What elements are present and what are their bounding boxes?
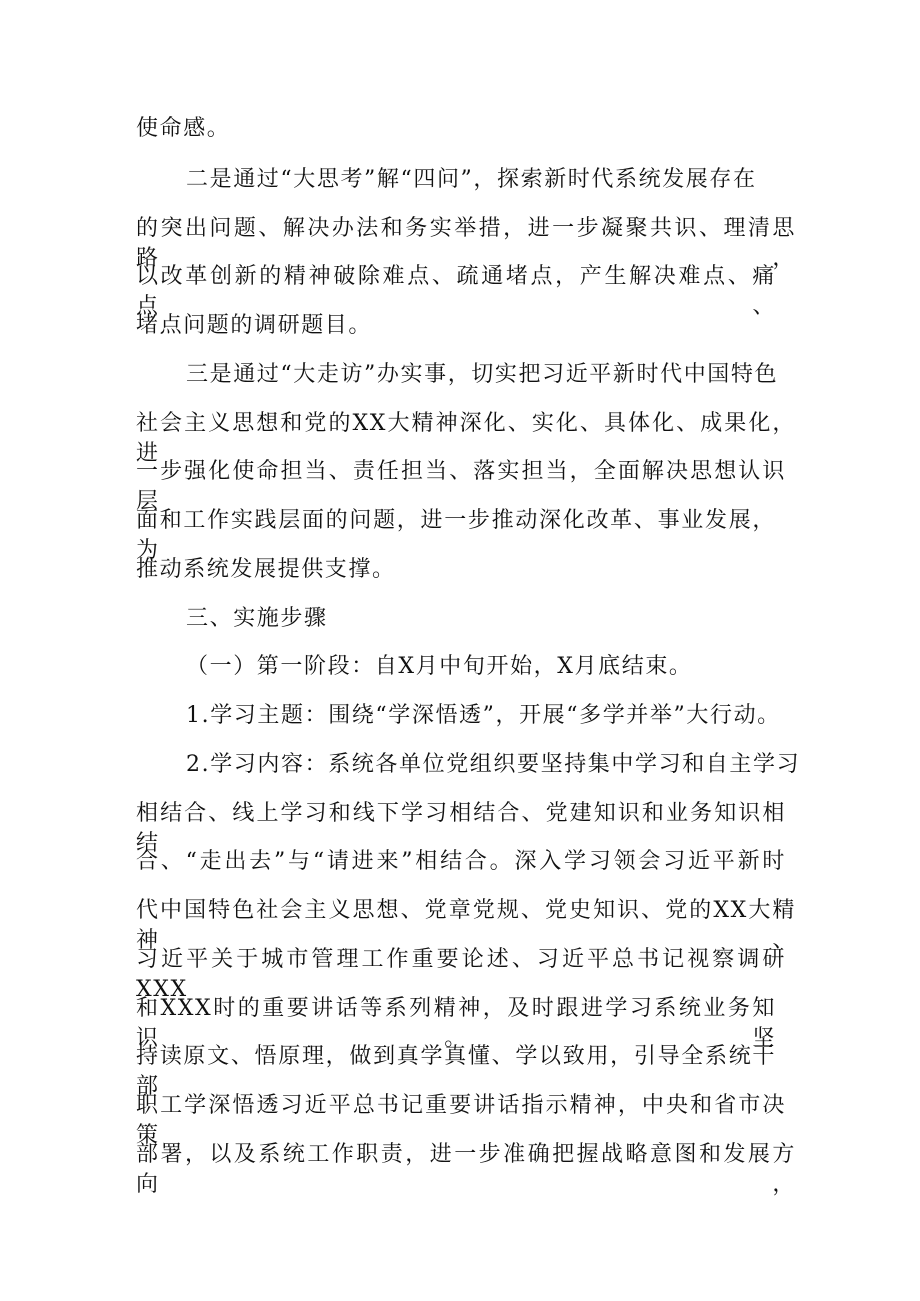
paragraph-line: 的突出问题、解决办法和务实举措，进一步凝聚共识、理清思路， [136,216,796,271]
paragraph-line: 以改革创新的精神破除难点、疏通堵点，产生解决难点、痛点、 [136,264,776,319]
paragraph-line: 相结合、线上学习和线下学习相结合、党建知识和业务知识相结 [136,801,786,856]
paragraph-line: 部署，以及系统工作职责，进一步准确把握战略意图和发展方向， [136,1142,796,1197]
subsection-heading: （一）第一阶段：自X月中旬开始，X月底结束。 [186,654,693,679]
paragraph-line: 代中国特色社会主义思想、党章党规、党史知识、党的XX大精神、 [136,898,796,953]
paragraph-line: 合、“走出去”与“请进来”相结合。深入学习领会习近平新时 [136,849,786,874]
paragraph-line: 堵点问题的调研题目。 [136,313,373,338]
paragraph-line: 一步强化使命担当、责任担当、落实担当，全面解决思想认识层 [136,459,786,514]
paragraph-line: 推动系统发展提供支撑。 [136,557,396,582]
paragraph-line: 2.学习内容：系统各单位党组织要坚持集中学习和自主学习 [186,752,801,777]
paragraph-line: 持读原文、悟原理，做到真学真懂、学以致用，引导全系统干部 [136,1044,776,1099]
paragraph-line: 使命感。 [136,116,231,141]
paragraph-line: 习近平关于城市管理工作重要论述、习近平总书记视察调研XXX [136,947,786,1002]
paragraph-line: 职工学深悟透习近平总书记重要讲话指示精神，中央和省市决策 [136,1093,786,1148]
paragraph-line: 二是通过“大思考”解“四问”，探索新时代系统发展存在 [186,167,757,192]
paragraph-line: 三是通过“大走访”办实事，切实把习近平新时代中国特色 [186,362,779,387]
paragraph-line: 社会主义思想和党的XX大精神深化、实化、具体化、成果化，进 [136,411,796,466]
paragraph-line: 1.学习主题：围绕“学深悟透”，开展“多学并举”大行动。 [186,703,781,728]
paragraph-line: 和XXX时的重要讲话等系列精神，及时跟进学习系统业务知识。坚 [136,996,776,1051]
paragraph-line: 面和工作实践层面的问题，进一步推动深化改革、事业发展，为 [136,508,776,563]
section-heading: 三、实施步骤 [186,606,328,631]
